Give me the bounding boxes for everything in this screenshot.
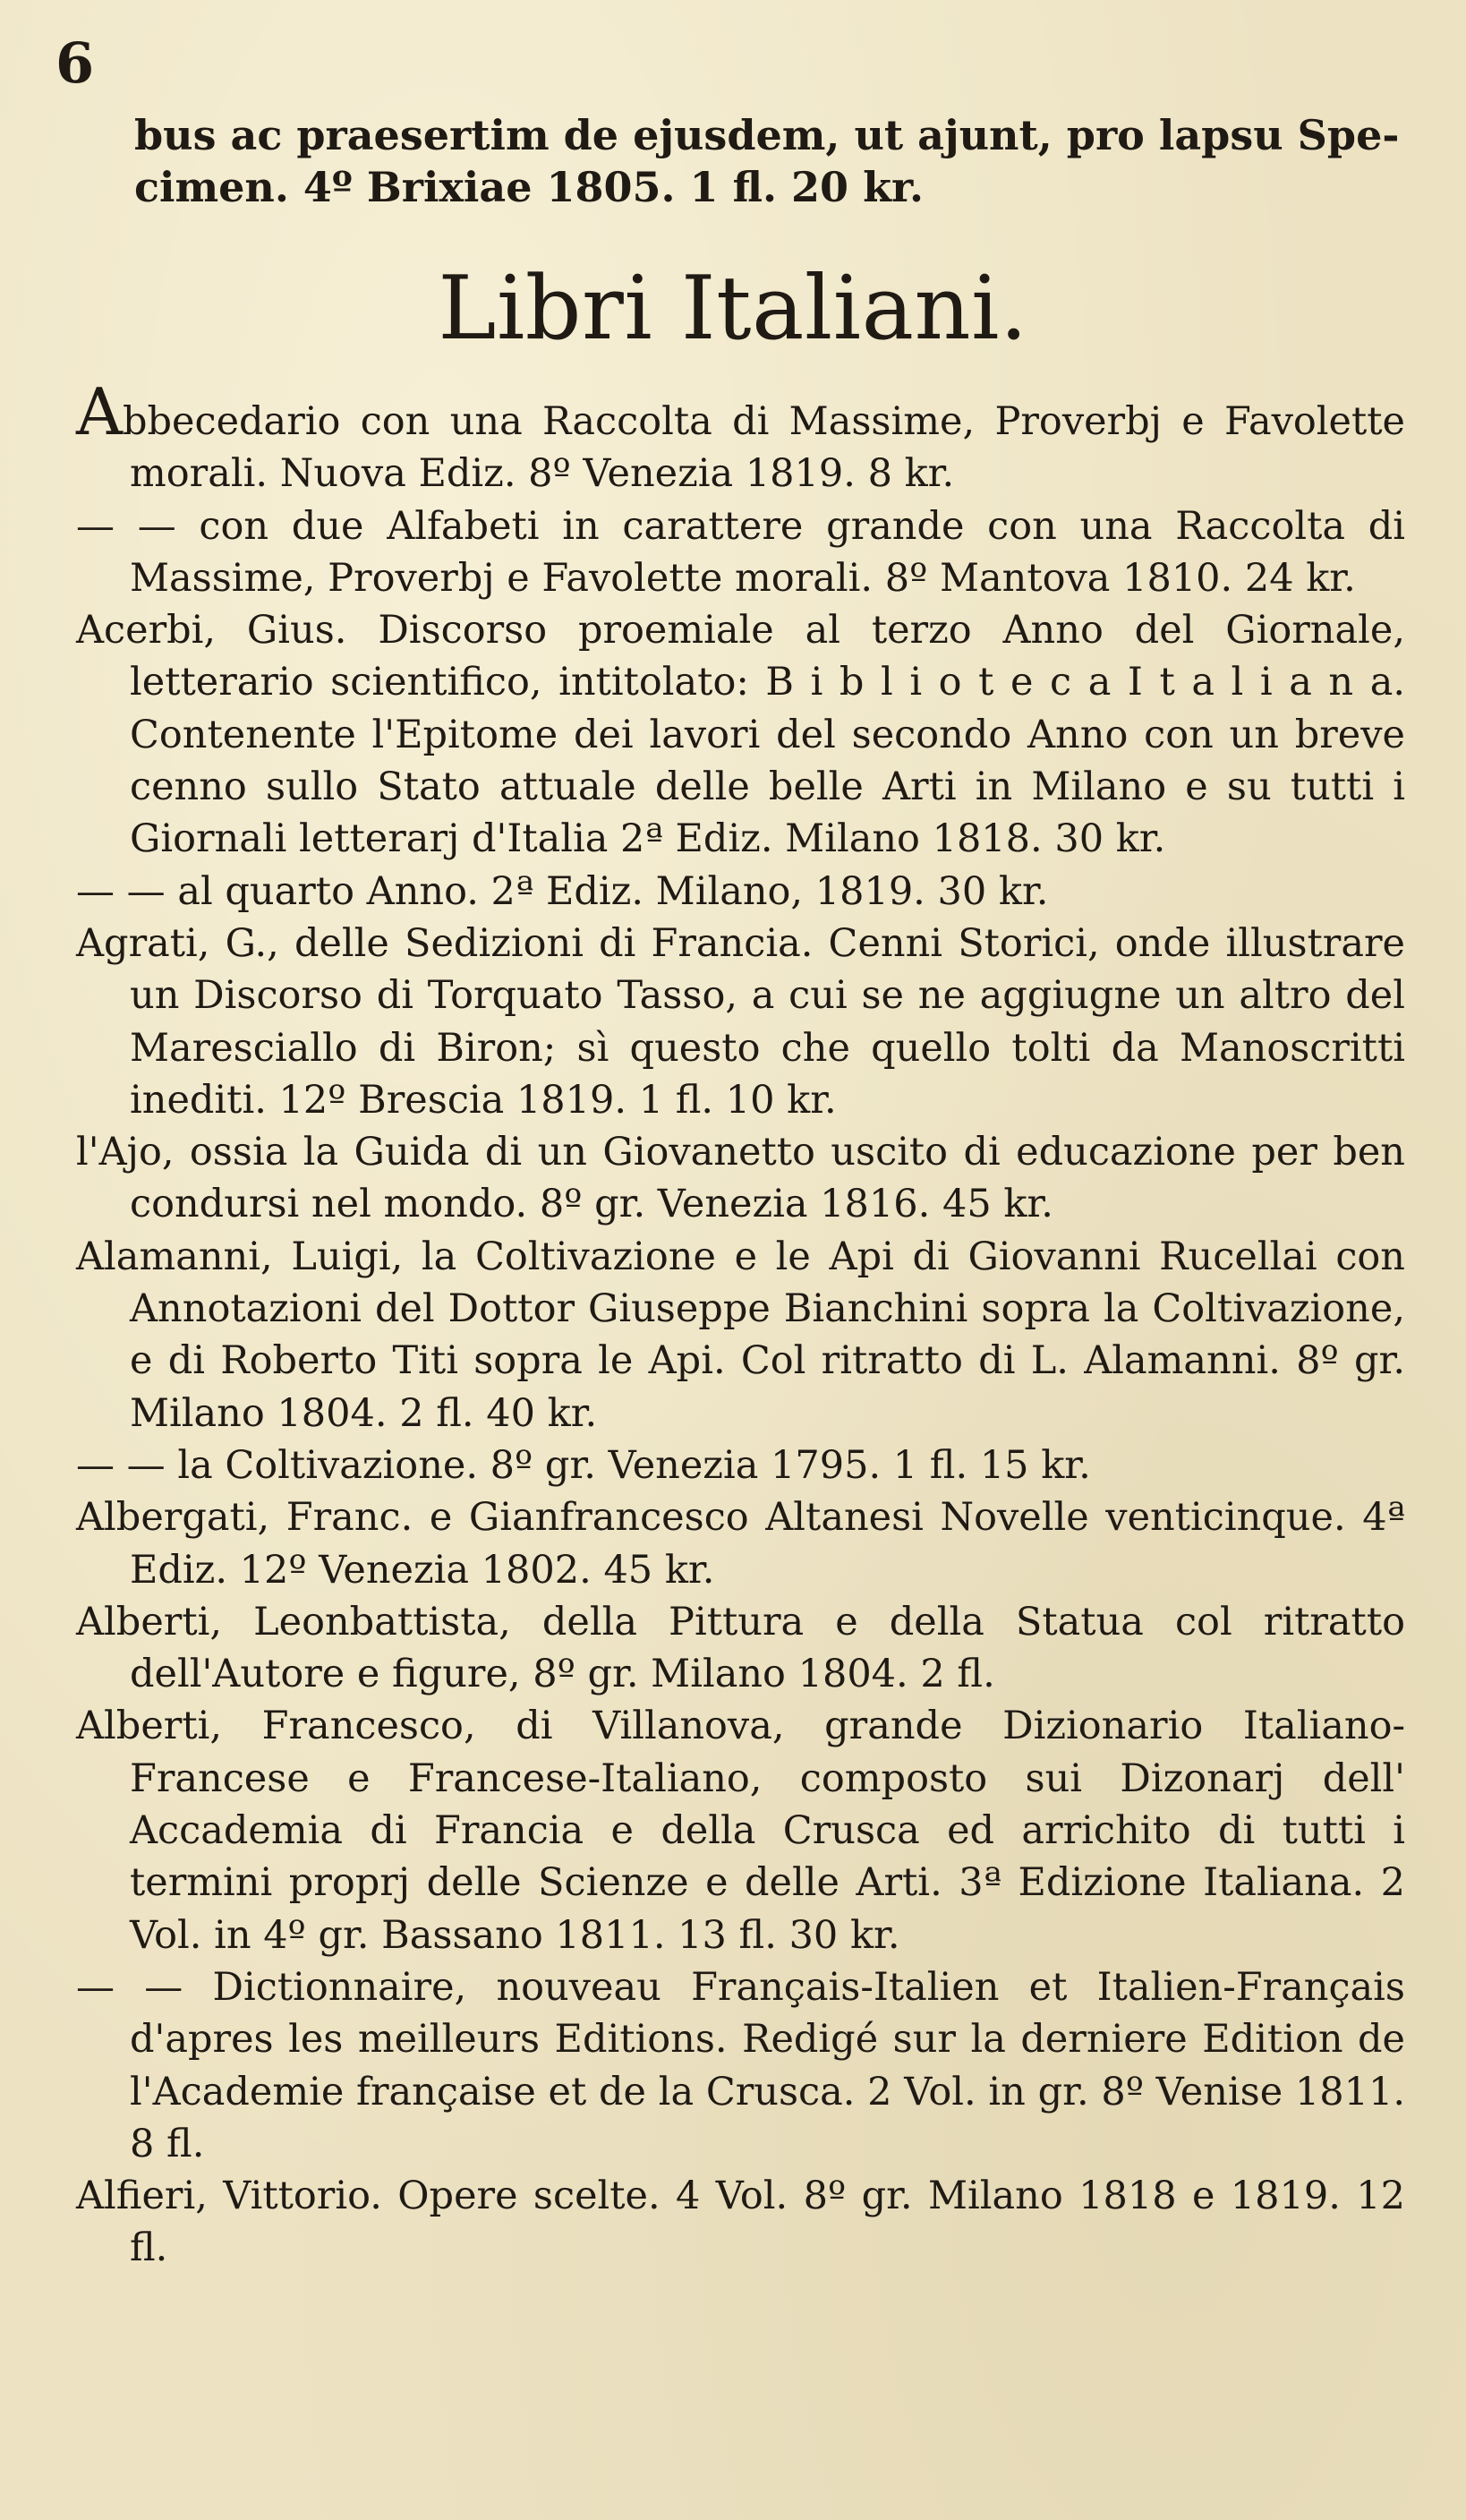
catalog-entries — [76, 374, 1405, 2275]
catalog-entry: Alberti, Francesco, di Villanova, grande Dizionario Italiano-Francese e Francese-Italiano, composto sui Dizonarj dell' Accademia di Francia e della Crusca ed arrichito di tutti i termini proprj delle Scienze e delle Arti. 3ª Edizione Italiana. 2 Vol. in 4º gr. Bassano 1811. 13 fl. 30 kr. — [76, 1704, 1405, 1958]
catalog-entry: l'Ajo, ossia la Guida di un Giovanetto uscito di educazione per ben condursi nel mondo. 8º gr. Venezia 1816. 45 kr. — [76, 1130, 1405, 1227]
catalog-entry: — — la Coltivazione. 8º gr. Venezia 1795. 1 fl. 15 kr. — [76, 1442, 1091, 1488]
page-number: 6 — [55, 30, 95, 96]
continuation-line: bus ac praesertim de ejusdem, ut ajunt, pro lapsu Spe- — [134, 111, 1400, 159]
catalog-entry: Albergati, Franc. e Gianfrancesco Altanesi Novelle venticinque. 4ª Ediz. 12º Venezia 1802. 45 kr. — [76, 1495, 1405, 1593]
catalog-entry: — — al quarto Anno. 2ª Ediz. Milano, 1819. 30 kr. — [76, 868, 1049, 914]
catalog-entry: — — Dictionnaire, nouveau Français-Italien et Italien-Français d'apres les meilleurs Editions. Redigé sur la derniere Edition de l'Academie française et de la Crusca. 2 Vol. in gr. 8º Venise 1811. 8 fl. — [76, 1964, 1405, 2166]
catalog-entry: — — con due Alfabeti in carattere grande con una Raccolta di Massime, Proverbj e Favolette morali. 8º Mantova 1810. 24 kr. — [76, 503, 1405, 601]
catalog-entry: Agrati, G., delle Sedizioni di Francia. Cenni Storici, onde illustrare un Discorso di Torquato Tasso, a cui se ne aggiugne un altro del Maresciallo di Biron; sì questo che quello tolti da Manoscritti inediti. 12º Brescia 1819. 1 fl. 10 kr. — [76, 920, 1405, 1123]
initial-letter: A — [76, 374, 123, 449]
catalog-entry: Alfieri, Vittorio. Opere scelte. 4 Vol. 8º gr. Milano 1818 e 1819. 12 fl. — [76, 2174, 1405, 2271]
catalog-entry: Alberti, Leonbattista, della Pittura e della Statua col ritratto dell'Autore e figure, 8º gr. Milano 1804. 2 fl. — [76, 1599, 1405, 1697]
catalog-entry: Alamanni, Luigi, la Coltivazione e le Api di Giovanni Rucellai con Annotazioni del Dottor Giuseppe Bianchini sopra la Coltivazione, e di Roberto Titi sopra le Api. Col ritratto di L. Alamanni. 8º gr. Milano 1804. 2 fl. 40 kr. — [76, 1234, 1405, 1436]
continuation-line: cimen. 4º Brixiae 1805. 1 fl. 20 kr. — [134, 163, 924, 211]
catalog-entry: Acerbi, Gius. Discorso proemiale al terzo Anno del Giornale, letterario scientifico, intitolato: B i b l i o t e c a I t a l i a n a. Contenente l'Epitome dei lavori del secondo Anno con un breve cenno sullo Stato attuale delle belle Arti in Milano e su tutti i Giornali letterarj d'Italia 2ª Ediz. Milano 1818. 30 kr. — [76, 608, 1405, 862]
entry-text: bbecedario con una Raccolta di Massime, Proverbj e Favolette morali. Nuova Ediz. 8º Venezia 1819. 8 kr. — [123, 399, 1405, 497]
continuation-text — [134, 109, 1405, 213]
catalog-entry — [76, 374, 1405, 500]
section-title: Libri Italiani. — [438, 258, 1028, 360]
